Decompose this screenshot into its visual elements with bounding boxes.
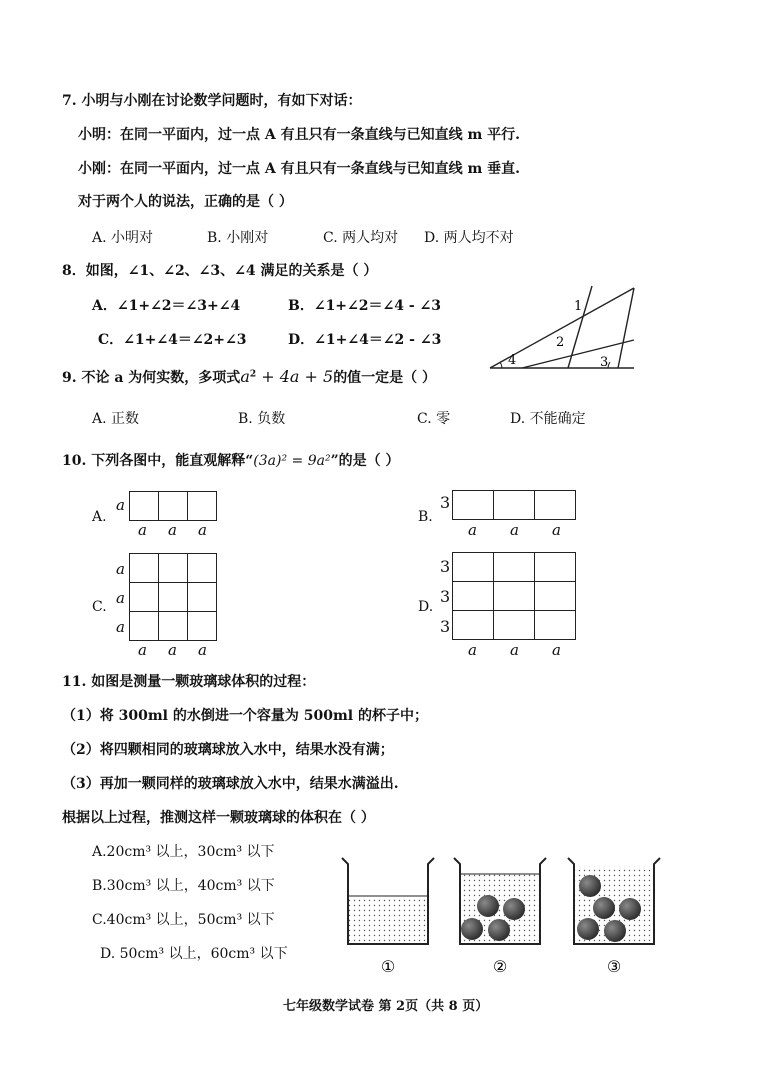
q8-option-b: B．∠1+∠2＝∠4 - ∠3 [288,298,442,314]
q10-stem-post: ”的是（ ） [330,453,400,469]
q10-option-b: B. [418,509,433,525]
q7-option-b: B. 小刚对 [207,230,269,246]
q9-option-d: D. 不能确定 [510,411,586,427]
q9-exponent: 2 [249,369,257,380]
fig-c-side-label-1: a [116,560,125,578]
q7-question: 对于两个人的说法，正确的是（ ） [78,194,293,210]
q11-stem: 11. 如图是测量一颗玻璃球体积的过程： [62,674,316,690]
q11-step-3: （3）再加一颗同样的玻璃球放入水中，结果水满溢出. [62,776,399,792]
beakers-figure [338,854,668,984]
q11-step-2: （2）将四颗相同的玻璃球放入水中，结果水没有满； [62,742,394,758]
beaker-label-2: ② [492,957,508,976]
fig-d-side-label-2: 3 [440,587,451,606]
q10-option-a: A. [92,509,107,525]
fig-a-bottom-label-2: a [168,521,177,539]
q7-stem: 7. 小明与小刚在讨论数学问题时，有如下对话： [62,93,362,109]
fig-a-side-label: a [116,496,125,514]
angle-label-1: 1 [574,299,583,314]
q7-option-a: A. 小明对 [92,230,154,246]
fig-d-side-label-1: 3 [440,557,451,576]
fig-b-bottom-label-2: a [510,521,519,539]
page-footer: 七年级数学试卷 第 2页（共 8 页） [283,999,489,1014]
q8-option-d: D．∠1+∠4＝∠2 - ∠3 [288,332,442,348]
q11-option-c: C.40cm³ 以上，50cm³ 以下 [92,912,275,928]
fig-a-bottom-label-3: a [198,521,207,539]
angle-label-2: 2 [556,335,565,350]
q10-option-c: C. [92,599,107,615]
fig-d-grid [452,552,576,640]
q9-stem-pre: 9. 不论 a 为何实数，多项式 [62,370,241,386]
q7-xiaoming: 小明：在同一平面内，过一点 A 有且只有一条直线与已知直线 m 平行. [78,127,521,143]
q11-step-1: （1）将 300ml 的水倒进一个容量为 500ml 的杯子中； [62,708,428,724]
fig-b-bottom-label-1: a [468,521,477,539]
fig-c-bottom-label-2: a [168,641,177,659]
q11-option-d: D. 50cm³ 以上，60cm³ 以下 [100,946,288,962]
q7-option-d: D. 两人均不对 [424,230,514,246]
q11-question: 根据以上过程，推测这样一颗玻璃球的体积在（ ） [62,810,375,826]
q10-option-d: D. [418,599,434,615]
fig-c-bottom-label-3: a [198,641,207,659]
fig-d-bottom-label-3: a [552,641,561,659]
beaker-2 [454,858,546,944]
fig-a-bottom-label-1: a [138,521,147,539]
q7-option-c: C. 两人均对 [323,230,399,246]
angle-label-4: 4 [508,353,517,368]
angle-figure [486,282,636,372]
q10-stem-pre: 10. 下列各图中，能直观解释“ [62,453,254,469]
q10-stem [62,452,400,470]
fig-b-grid [452,490,576,520]
fig-c-side-label-3: a [116,618,125,636]
fig-c-grid [129,553,217,641]
fig-c-side-label-2: a [116,589,125,607]
q8-option-a: A．∠1+∠2＝∠3+∠4 [92,298,241,314]
q9-expr-a: a [240,367,250,386]
q8-stem: 8．如图，∠1、∠2、∠3、∠4 满足的关系是（ ） [62,263,378,279]
fig-b-bottom-label-3: a [552,521,561,539]
fig-c-bottom-label-1: a [138,641,147,659]
q8-option-c: C．∠1+∠4＝∠2+∠3 [98,332,247,348]
beaker-3 [568,858,660,944]
q11-option-a: A.20cm³ 以上，30cm³ 以下 [92,844,275,860]
q9-option-b: B. 负数 [238,411,286,427]
fig-d-side-label-3: 3 [440,617,451,636]
angle-label-3: 3 [600,355,609,370]
q9-expr-rest: + 4a + 5 [256,367,334,386]
q7-xiaogang: 小刚：在同一平面内，过一点 A 有且只有一条直线与已知直线 m 垂直. [78,161,521,177]
beaker-label-1: ① [380,957,396,976]
beaker-1 [342,858,434,944]
fig-d-bottom-label-1: a [468,641,477,659]
fig-a-grid [129,491,217,521]
fig-d-bottom-label-2: a [510,641,519,659]
q9-stem-post: 的值一定是（ ） [333,370,437,386]
q9-stem [62,368,436,387]
q9-option-c: C. 零 [417,411,451,427]
fig-b-side-label: 3 [440,493,451,512]
q10-formula: (3a)² = 9a² [253,453,331,469]
q11-option-b: B.30cm³ 以上，40cm³ 以下 [92,878,275,894]
q9-option-a: A. 正数 [92,411,140,427]
beaker-label-3: ③ [606,957,622,976]
